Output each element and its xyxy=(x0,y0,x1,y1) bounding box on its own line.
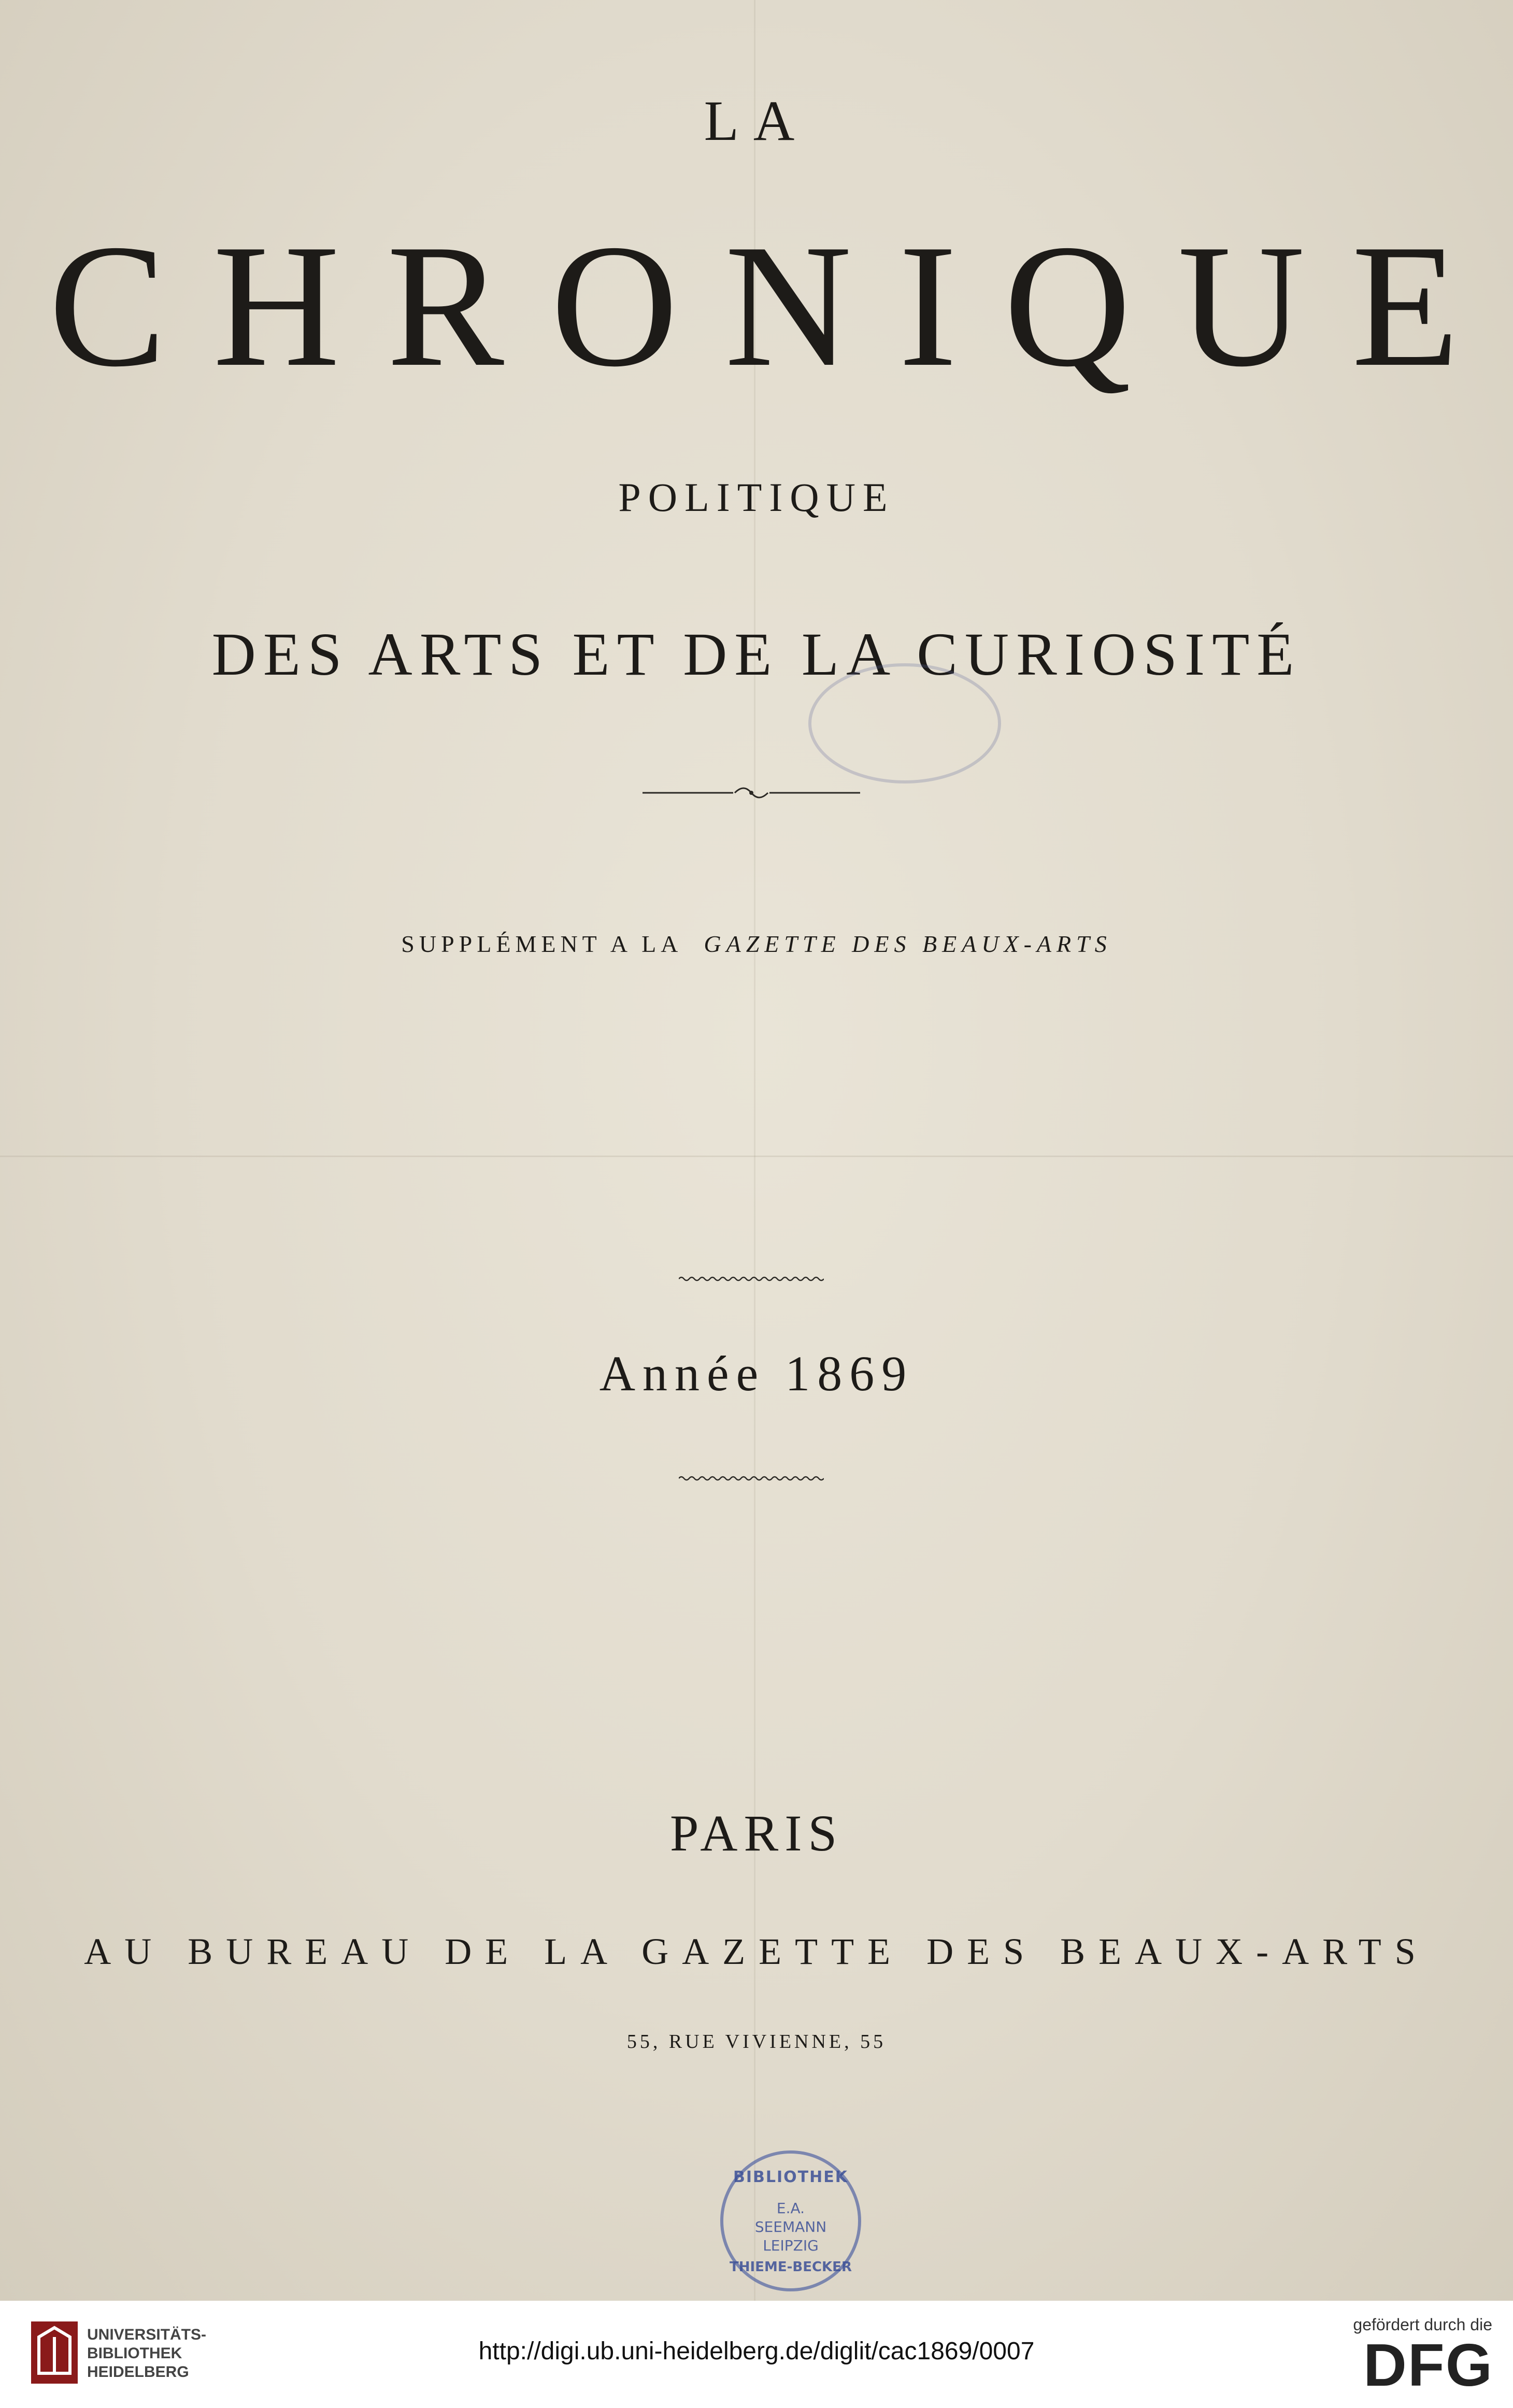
ornamental-rule xyxy=(643,785,860,801)
imprint-city: PARIS xyxy=(669,1804,844,1862)
subtitle: DES ARTS ET DE LA CURIOSITÉ xyxy=(211,620,1302,688)
journal-name: GAZETTE DES BEAUX-ARTS xyxy=(704,931,1112,957)
stamp-line: LEIPZIG xyxy=(763,2237,819,2254)
library-stamp xyxy=(720,2150,861,2291)
year-line: Année 1869 xyxy=(599,1346,914,1401)
dfg-logo: DFG xyxy=(1363,2331,1493,2399)
stamp-bottom-text: THIEME-BECKER xyxy=(730,2259,852,2275)
imprint-address: 55, RUE VIVIENNE, 55 xyxy=(626,2031,887,2053)
stamp-line: SEEMANN xyxy=(754,2218,827,2235)
page-url-link[interactable]: http://digi.ub.uni-heidelberg.de/diglit/cac1869/0007 xyxy=(478,2338,1035,2365)
title-article: LA xyxy=(704,89,809,152)
faint-library-stamp xyxy=(808,663,1001,783)
title-politique: POLITIQUE xyxy=(618,475,895,520)
viewer-footer xyxy=(0,2301,1513,2408)
stamp-line: E.A. xyxy=(776,2200,805,2217)
wavy-rule-top xyxy=(679,1275,824,1283)
stamp-top-text: BIBLIOTHEK xyxy=(733,2168,848,2186)
university-library-name: UNIVERSITÄTS- BIBLIOTHEK HEIDELBERG xyxy=(87,2326,207,2381)
wavy-rule-bottom xyxy=(679,1474,824,1483)
funding-note: gefördert durch die xyxy=(1353,2315,1492,2334)
paper-fold xyxy=(0,1156,1513,1157)
main-title: CHRONIQUE xyxy=(48,208,1506,403)
supplement-line xyxy=(0,930,1513,958)
supplement-prefix: SUPPLÉMENT A LA xyxy=(401,931,683,957)
imprint-publisher: AU BUREAU DE LA GAZETTE DES BEAUX-ARTS xyxy=(84,1931,1429,1972)
stamp-center xyxy=(723,2199,858,2255)
